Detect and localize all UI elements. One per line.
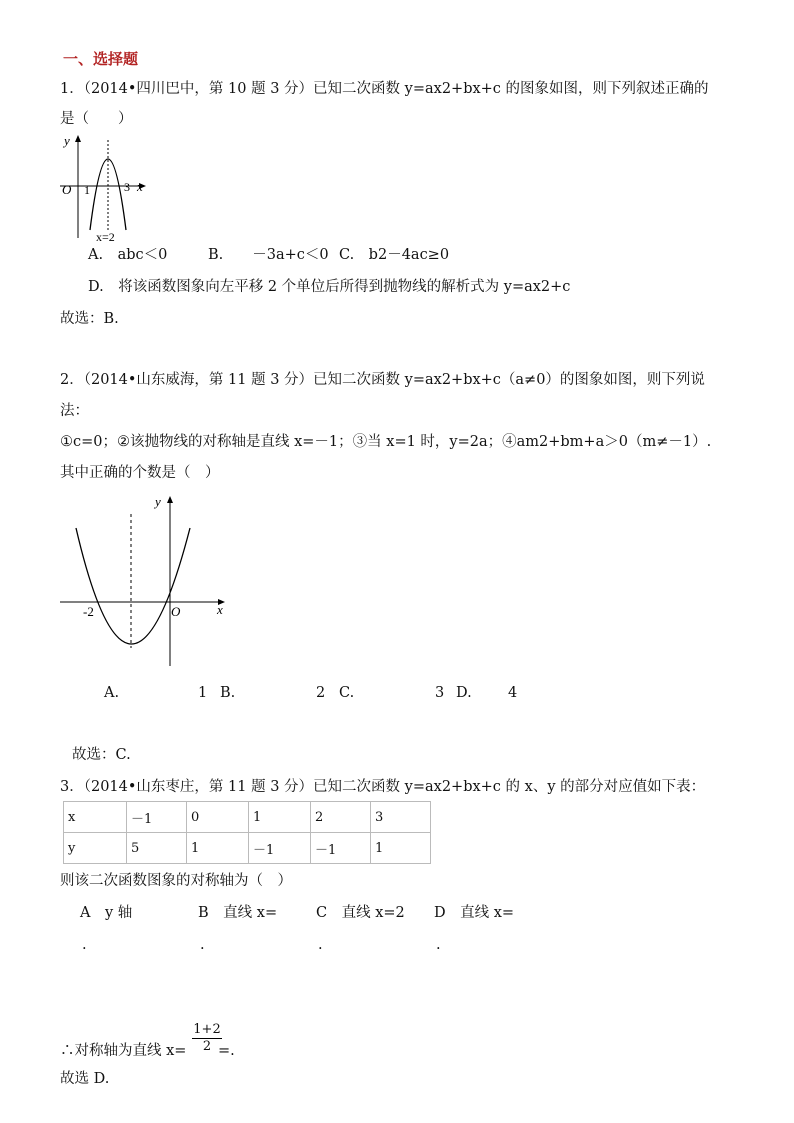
table-cell: －1 [311, 833, 371, 864]
fraction-denominator: 2 [202, 1039, 212, 1054]
table-cell: 5 [127, 833, 187, 864]
q2-option-b-value: 2 [316, 685, 326, 701]
q3-stem: 3．（2014•山东枣庄，第 11 题 3 分）已知二次函数 y=ax2+bx+c 的 x、y 的部分对应值如下表： [60, 779, 706, 795]
q1-x-label: x [137, 179, 143, 194]
q2-parabola-graph [58, 490, 233, 670]
q2-tick-neg2: -2 [83, 604, 94, 619]
q2-option-d-value: 4 [508, 685, 518, 701]
q1-option-c: C. b2－4ac≥0 [339, 247, 450, 263]
q2-stem-line1: 2．（2014•山东威海，第 11 题 3 分）已知二次函数 y=ax2+bx+c（a≠0）的图象如图，则下列说 [60, 372, 705, 388]
table-cell: －1 [249, 833, 311, 864]
q3-option-a: A y 轴 [80, 905, 133, 921]
q2-origin-label: O [171, 604, 181, 619]
q1-y-label: y [64, 133, 70, 148]
q1-stem-line2: 是（ ） [60, 111, 133, 127]
q3-option-d: D 直线 x= [434, 905, 515, 921]
q1-answer: 故选：B. [60, 311, 119, 327]
q2-x-label: x [217, 602, 223, 617]
q1-option-a: A. abc＜0 [88, 247, 168, 263]
q2-stem-line4: 其中正确的个数是（ ） [60, 465, 220, 481]
q3-option-b: B 直线 x= [198, 905, 278, 921]
q2-option-a-value: 1 [198, 685, 208, 701]
q1-axis-caption: x=2 [96, 230, 115, 242]
q2-stem-line2: 法： [60, 403, 89, 419]
q3-solution-suffix: =. [218, 1043, 235, 1059]
q3-answer: 故选 D. [60, 1071, 110, 1087]
table-cell: 1 [249, 802, 311, 833]
q1-stem-line1: 1．（2014•四川巴中，第 10 题 3 分）已知二次函数 y=ax2+bx+c 的图象如图，则下列叙述正确的 [60, 81, 709, 97]
table-row [64, 802, 431, 833]
table-cell: 2 [311, 802, 371, 833]
q3-option-a-dot: . [82, 937, 87, 953]
table-cell: 1 [371, 833, 431, 864]
table-cell: 3 [371, 802, 431, 833]
q1-tick-1: 1 [84, 183, 90, 197]
q3-value-table [63, 801, 431, 864]
q2-y-label: y [155, 494, 161, 509]
q2-option-d: D. [456, 685, 472, 701]
fraction-numerator: 1+2 [193, 1022, 221, 1037]
q2-answer: 故选：C. [72, 747, 131, 763]
table-cell: 1 [187, 833, 249, 864]
q2-option-a: A. [104, 685, 120, 701]
table-row [64, 833, 431, 864]
q3-option-c: C 直线 x=2 [316, 905, 405, 921]
section-title: 一、选择题 [63, 50, 139, 68]
q1-origin-label: O [62, 182, 72, 197]
q2-option-b: B. [220, 685, 236, 701]
q3-question: 则该二次函数图象的对称轴为（ ） [60, 873, 292, 889]
q1-tick-3: 3 [124, 180, 130, 194]
q2-option-c: C. [339, 685, 355, 701]
q3-option-d-dot: . [436, 937, 441, 953]
q2-option-c-value: 3 [435, 685, 445, 701]
table-cell: x [64, 802, 127, 833]
q1-option-d: D. 将该函数图象向左平移 2 个单位后所得到抛物线的解析式为 y=ax2+c [88, 279, 571, 295]
q2-stem-line3: ①c=0；②该抛物线的对称轴是直线 x=－1；③当 x=1 时，y=2a；④am2+bm+a＞0（m≠－1）. [60, 434, 712, 450]
q2-parabola-curve [76, 528, 190, 644]
q1-option-b: B. －3a+c＜0 [208, 247, 329, 263]
table-cell: 0 [187, 802, 249, 833]
q3-option-c-dot: . [318, 937, 323, 953]
table-cell: －1 [127, 802, 187, 833]
q1-parabola-graph [58, 130, 158, 242]
table-cell: y [64, 833, 127, 864]
q3-option-b-dot: . [200, 937, 205, 953]
q3-solution-prefix: ∴对称轴为直线 x= [60, 1043, 187, 1059]
